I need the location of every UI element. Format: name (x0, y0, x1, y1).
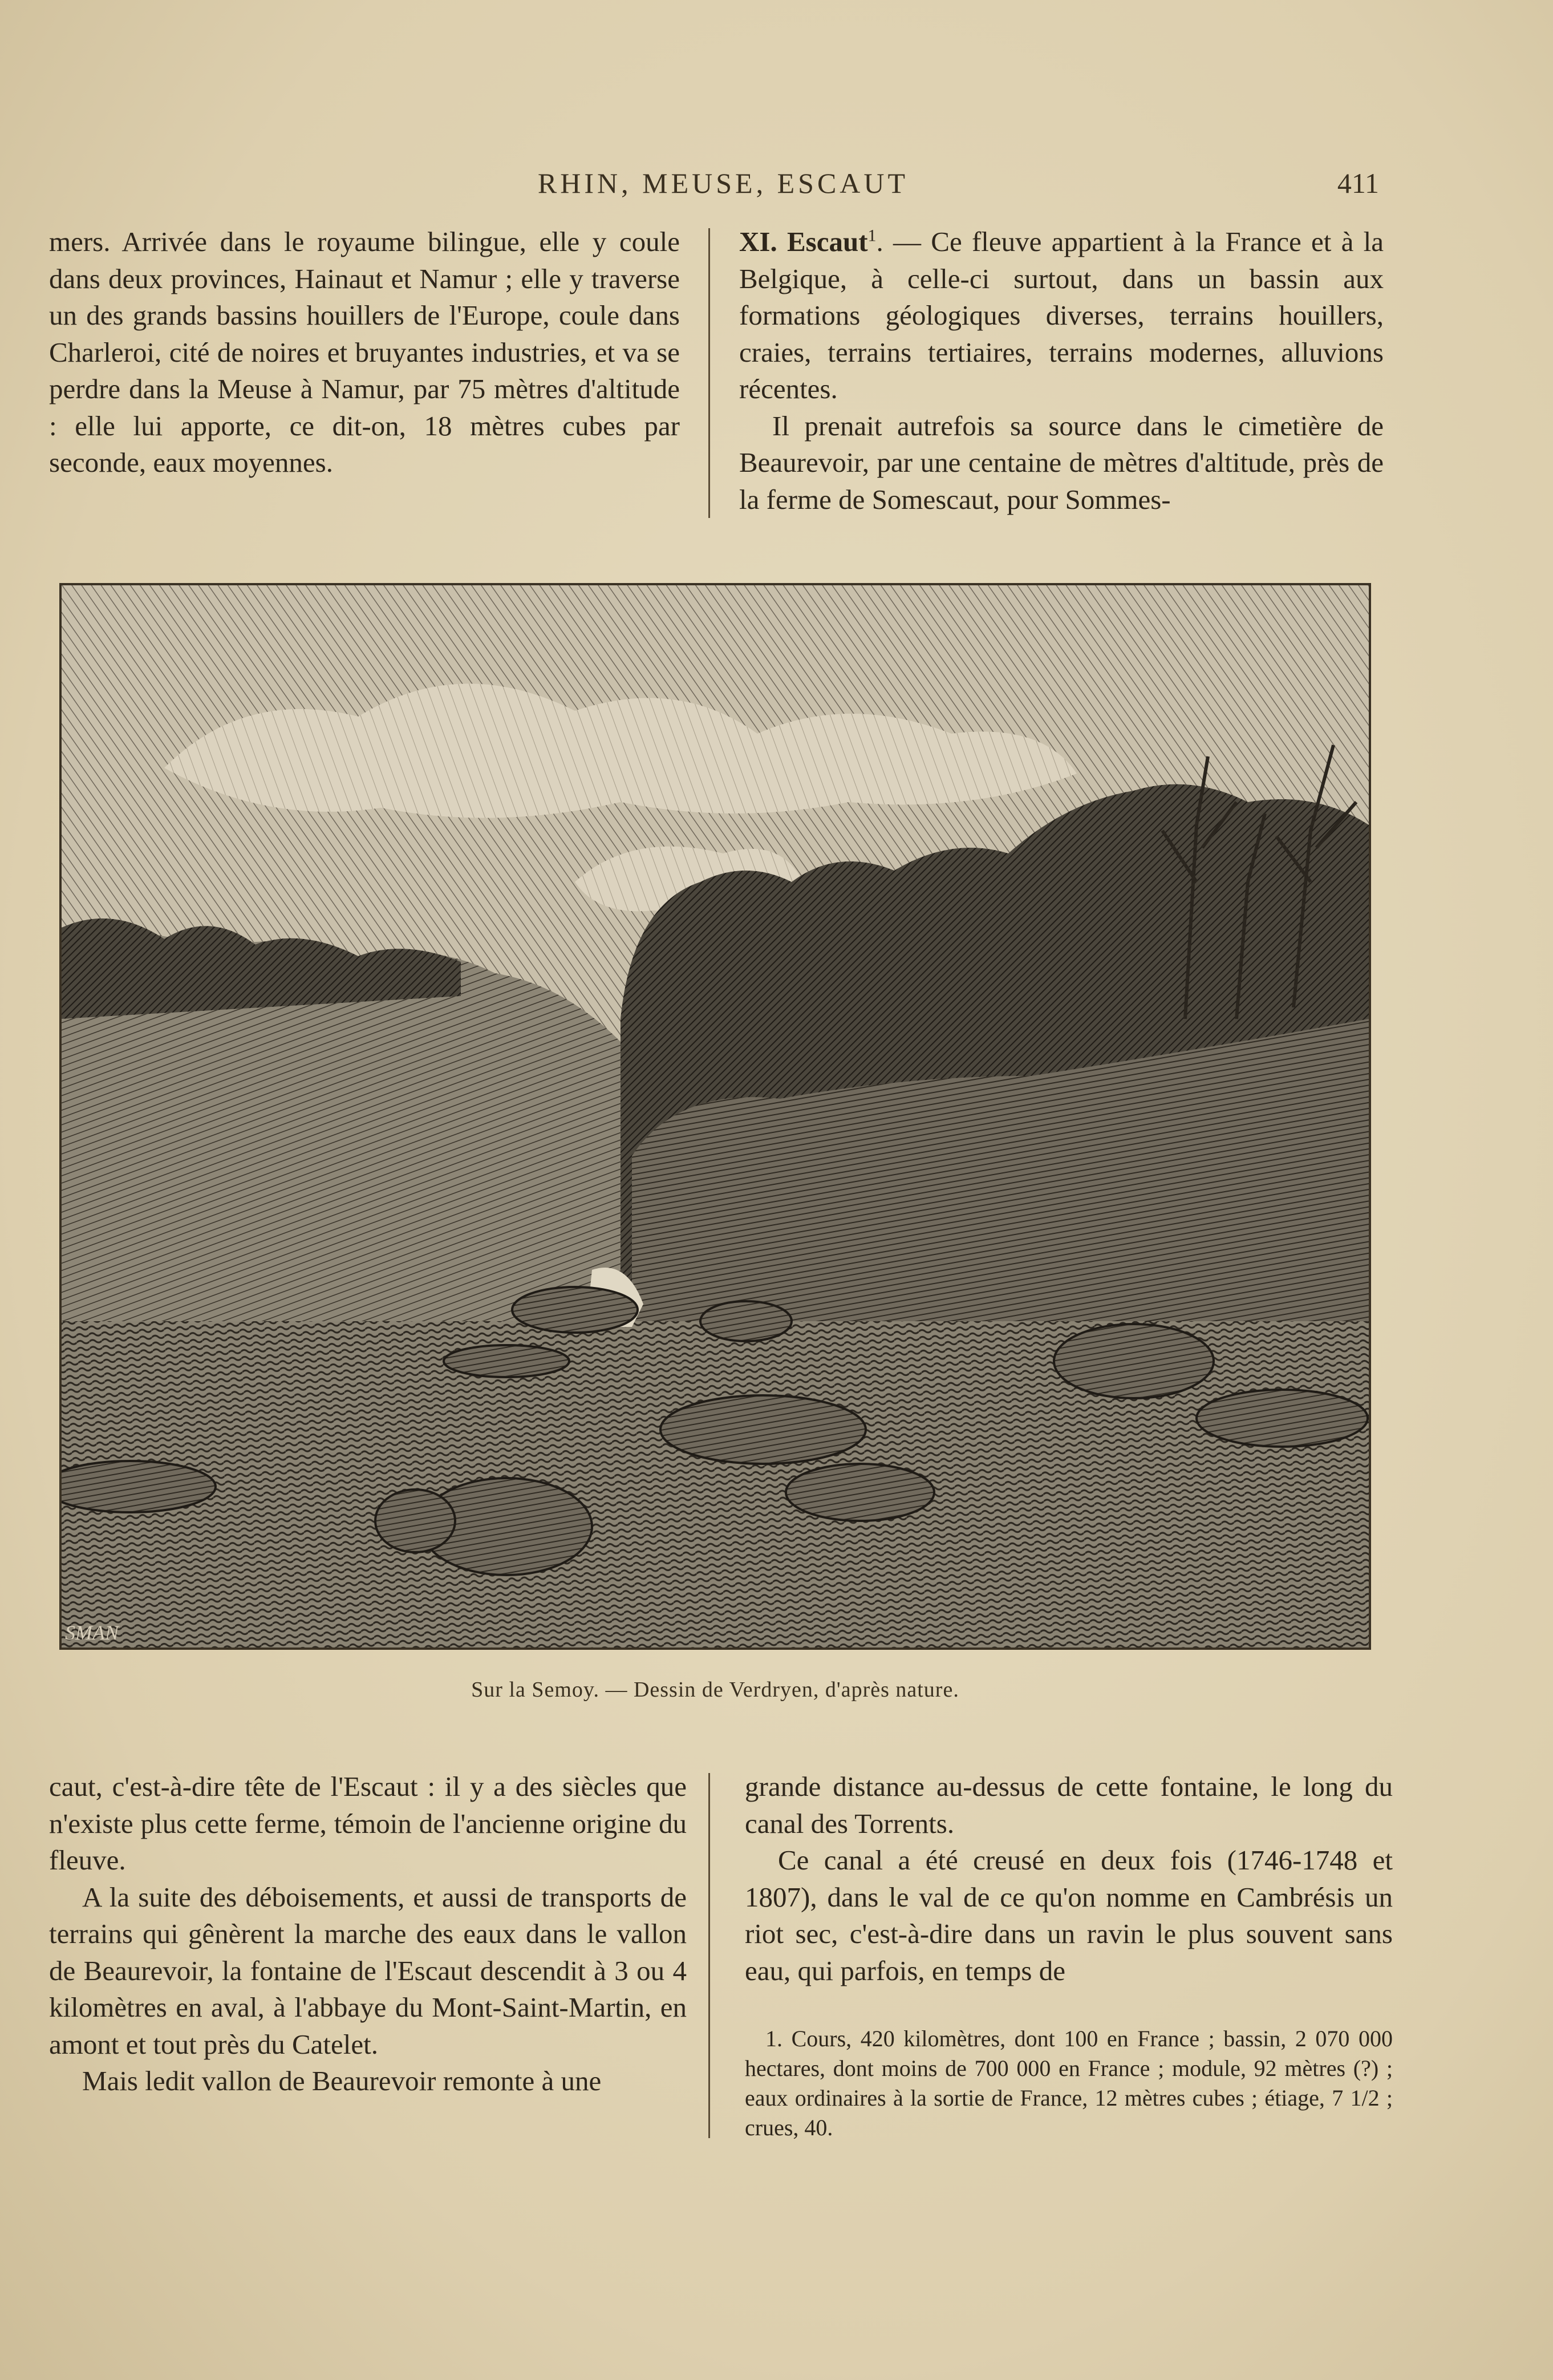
footnote (745, 2024, 1393, 2143)
column-divider-bottom (708, 1773, 710, 2138)
column-bottom-right (745, 1768, 1393, 1989)
running-title: RHIN, MEUSE, ESCAUT (537, 167, 909, 199)
illustration-caption: Sur la Semoy. — Dessin de Verdryen, d'après nature. (471, 1678, 959, 1702)
paragraph-escaut-text: . — Ce fleuve appartient à la France et à la Belgique, à celle-ci surtout, dans un bassin aux formations géologiques diverses, terrains houillers, craies, terrains tertiaires, terrains modernes, alluvions récentes. (739, 226, 1384, 404)
paragraph-meuse-continuation: mers. Arrivée dans le royaume bilingue, elle y coule dans deux provinces, Hainaut et Namur ; elle y traverse un des grands bassins houillers de l'Europe, coule dans Charleroi, cité de noires et bruyantes industries, et va se perdre dans la Meuse à Namur, par 75 mètres d'altitude : elle lui apporte, ce dit-on, 18 mètres cubes par seconde, eaux moyennes. (49, 226, 680, 478)
running-head (67, 167, 1379, 207)
column-top-right (739, 224, 1384, 518)
column-bottom-left (49, 1768, 687, 2100)
column-top-left (49, 224, 680, 481)
paragraph-fontaine: grande distance au-dessus de cette fontaine, le long du canal des Torrents. (745, 1771, 1393, 1839)
paragraph-somescaut: caut, c'est-à-dire tête de l'Escaut : il y a des siècles que n'existe plus cette ferme, témoin de l'ancienne origine du fleuve. (49, 1771, 687, 1876)
section-heading: XI. Escaut (739, 226, 868, 257)
engraver-signature: SMAN (65, 1621, 119, 1644)
footnote-text: 1. Cours, 420 kilomètres, dont 100 en France ; bassin, 2 070 000 hectares, dont moins de 700 000 en France ; module, 92 mètres (?) ; eaux ordinaires à la sortie de France, 12 mètres cubes ; étiage, 7 1/2 ; crues, 40. (745, 2026, 1393, 2140)
footnote-reference: 1 (867, 226, 877, 245)
paragraph-canal: Ce canal a été creusé en deux fois (1746-1748 et 1807), dans le val de ce qu'on nomme en Cambrésis un riot sec, c'est-à-dire dans un ravin le plus souvent sans eau, qui parfois, en temps de (745, 1844, 1393, 1986)
paragraph-escaut-intro (739, 224, 1384, 408)
paragraph-source: Il prenait autrefois sa source dans le cimetière de Beaurevoir, par une centaine de mètres d'altitude, près de la ferme de Somescaut, pour Sommes- (739, 410, 1384, 515)
page-number: 411 (1337, 167, 1379, 199)
paragraph-deboisements: A la suite des déboisements, et aussi de transports de terrains qui gênèrent la marche des eaux dans le vallon de Beaurevoir, la fontaine de l'Escaut descendit à 3 ou 4 kilomètres en aval, à l'abbaye du Mont-Saint-Martin, en amont et tout près du Catelet. (49, 1881, 687, 2060)
engraving-drawing (62, 585, 1369, 1648)
column-divider-top (708, 228, 710, 518)
paragraph-vallon: Mais ledit vallon de Beaurevoir remonte à une (82, 2065, 602, 2096)
engraving-illustration (59, 583, 1371, 1650)
